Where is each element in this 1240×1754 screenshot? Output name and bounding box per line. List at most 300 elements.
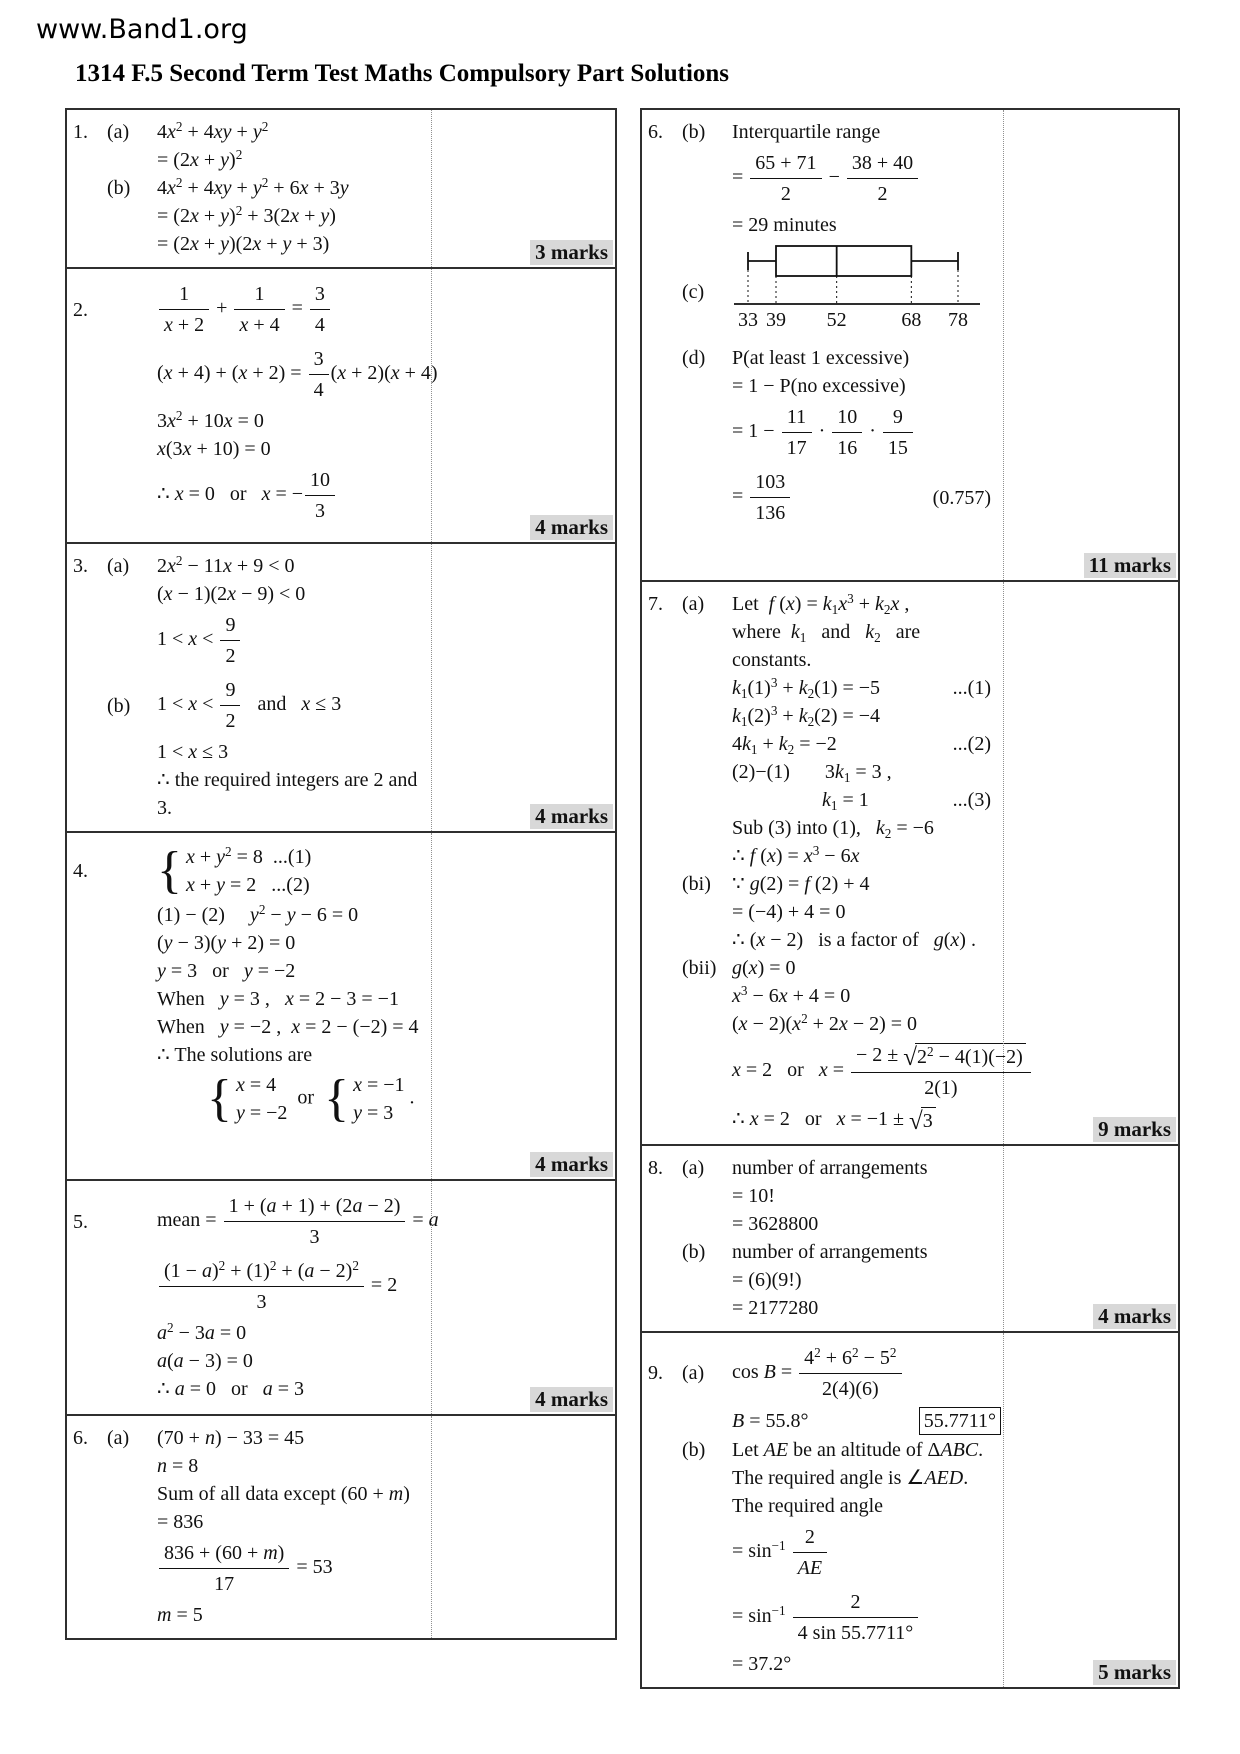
denominator: 3: [256, 1291, 267, 1313]
solution-line: [73, 408, 429, 434]
part-label: (a): [682, 593, 705, 615]
marks-cell: [431, 1181, 615, 1414]
math-content: number of arrangements: [732, 1240, 928, 1263]
solution-line: [648, 1586, 1001, 1649]
math-content: g(x) = 0: [732, 957, 796, 979]
solution-line: [73, 1537, 429, 1600]
marks-cell: [1003, 110, 1178, 580]
denominator: 3: [309, 1226, 320, 1248]
solution-line: [648, 675, 1001, 701]
solution-line: [648, 899, 1001, 925]
solution-line: [73, 986, 429, 1012]
solution-line: [648, 1039, 1023, 1104]
question-row: [67, 1179, 615, 1414]
solution-line: [73, 767, 429, 793]
fraction: [793, 1524, 827, 1581]
part-label: (a): [107, 121, 130, 143]
math-content: The required angle is ∠AED.: [732, 1466, 969, 1489]
math-content: [157, 842, 311, 900]
marks-badge: 5 marks: [1093, 1660, 1176, 1685]
math-content: = (−4) + 4 = 0: [732, 901, 846, 923]
math-content: = 1 − P(no excessive): [732, 375, 906, 397]
solution-line: [648, 1493, 1001, 1519]
solution-line: [648, 1407, 1001, 1435]
solution-line: [648, 373, 1001, 399]
solution-line: [73, 436, 429, 462]
solution-line: [73, 278, 429, 341]
math-content: (x − 1)(2x − 9) < 0: [157, 583, 306, 605]
math-content: { x = 4 y = −2 or { x = −1 y = 3 .: [207, 1070, 415, 1128]
denominator: 17: [214, 1573, 235, 1595]
radicand: $2^2 - 4(1)(-2)$: [915, 1043, 1026, 1070]
math-content: [732, 240, 984, 343]
solution-line: [648, 927, 1001, 953]
solution-line: [648, 1521, 1001, 1584]
solution-line: [648, 815, 1001, 841]
solution-line: [73, 343, 438, 406]
box-plot-tick-label: 52: [826, 309, 847, 331]
math-content: mean = $\frac{1 + (a + 1) + (2a - 2)}{3}$ = a: [157, 1195, 439, 1248]
math-content: $\frac{836 + (60 + m)}{17}$ = 53: [157, 1537, 333, 1600]
cases-lines: [236, 1072, 287, 1126]
solution-cell: [67, 544, 431, 831]
math-content: = 10!: [732, 1184, 775, 1207]
numerator: 38 + 40: [847, 150, 918, 179]
solution-line: [648, 759, 1001, 785]
math-content: = $(2x + y)^2$: [157, 146, 243, 171]
solution-line: [648, 731, 1001, 757]
cases-line: $x + y^2 = 8$ ...(1): [185, 843, 312, 868]
math-content: The required angle: [732, 1494, 884, 1517]
question-number: 6.: [73, 1427, 88, 1449]
numerator: 836 + (60 + m): [159, 1540, 289, 1569]
solution-line: [648, 147, 1001, 210]
solutions-table-right: [640, 108, 1180, 1689]
math-content: When y = −2 , x = 2 − (−2) = 4: [157, 1016, 419, 1038]
denominator: 2: [780, 183, 791, 205]
denominator: 2(1): [924, 1076, 958, 1099]
math-content: $k_1(2)^3 + k_2(2) = -4$: [732, 702, 881, 729]
site-url: www.Band1.org: [36, 14, 248, 45]
part-label: (a): [682, 1156, 705, 1179]
numerator: 2: [793, 1524, 827, 1553]
solution-cell: [642, 1146, 1003, 1331]
fraction: [310, 281, 330, 338]
marks-badge: 4 marks: [1093, 1304, 1176, 1329]
solution-line: [73, 464, 429, 527]
math-content: = 3628800: [732, 1212, 819, 1235]
math-content: $a^2 - 3a = 0$: [157, 1319, 247, 1344]
brace: {: [324, 1070, 350, 1128]
solution-line: [648, 1239, 1001, 1265]
math-content: = $\frac{65 + 71}{2}$ − $\frac{38 + 40}{2}$: [732, 147, 920, 210]
math-content: = $\sin^{-1}$ $\frac{2}{AE}$: [732, 1521, 829, 1584]
numerator: 10: [305, 467, 335, 496]
solution-line: [648, 591, 1001, 617]
solution-line: [73, 958, 429, 984]
solution-line: [73, 1320, 429, 1346]
solution-cell: [67, 1416, 431, 1638]
denominator: 4: [313, 379, 324, 401]
solution-line: [73, 1255, 429, 1318]
math-content: cos B = $\frac{4^2 + 6^2 - 5^2}{2(4)(6)}$: [732, 1342, 904, 1405]
question-row: [67, 542, 615, 831]
numerator: 103: [750, 469, 790, 498]
math-content: = $\frac{103}{136}$: [732, 466, 792, 529]
solution-line: [648, 1106, 1001, 1134]
solution-line: [73, 553, 429, 579]
math-content: = 1 − $\frac{11}{17}$ · $\frac{10}{16}$ · $\frac{9}{15}$: [732, 401, 915, 464]
fraction: [793, 1589, 919, 1646]
solution-line: [73, 674, 429, 737]
denominator: 2: [877, 183, 888, 205]
numerator: 9: [220, 677, 240, 706]
numerator: 11: [782, 404, 812, 433]
square-root: [909, 1107, 936, 1134]
solution-cell: [67, 1181, 439, 1414]
solution-line: [73, 1425, 429, 1451]
cases-lines: [353, 1072, 404, 1126]
math-content: = 836: [157, 1511, 204, 1533]
math-content: n = 8: [157, 1455, 199, 1477]
solution-line: [73, 1481, 429, 1507]
math-content: ∴ the required integers are 2 and: [157, 769, 418, 791]
part-label: (a): [107, 1427, 130, 1449]
numerator: 1: [159, 281, 209, 310]
math-content: ∴ x = 0 or x = − $\frac{10}{3}$: [157, 464, 337, 527]
fraction: [847, 150, 918, 207]
denominator: 4 sin 55.7711°: [797, 1621, 914, 1644]
math-content: = 37.2°: [732, 1652, 792, 1675]
solution-cell: [642, 110, 1003, 580]
solution-line: [648, 1183, 1001, 1209]
math-content: a(a − 3) = 0: [157, 1350, 253, 1372]
marks-cell: [431, 544, 615, 831]
denominator: 4: [314, 314, 325, 336]
solution-line: [648, 212, 1001, 238]
denominator: 17: [786, 437, 807, 459]
marks-cell: [431, 110, 615, 267]
math-content: = 2177280: [732, 1296, 819, 1319]
question-row: [67, 110, 615, 267]
solution-line: [648, 1011, 1001, 1037]
part-label: (a): [107, 555, 130, 577]
numerator: $4^2 + 6^2 - 5^2$: [799, 1345, 901, 1374]
solution-line: [648, 843, 1001, 869]
marks-cell: [1003, 1146, 1178, 1331]
solution-line: [648, 1342, 1001, 1405]
fraction: [220, 677, 240, 734]
radical-sign: √: [909, 1107, 923, 1135]
brace: {: [207, 1070, 232, 1128]
math-content: (x + 4) + (x + 2) = $\frac{3}{4}$ (x + 2)(x + 4): [157, 348, 438, 401]
math-content: constants.: [732, 649, 812, 671]
solution-line: [73, 739, 429, 765]
math-content: $x^3 - 6x + 4 = 0$: [732, 982, 851, 1007]
numerator: 9: [220, 612, 240, 641]
side-note: 55.7711°: [919, 1407, 1001, 1435]
math-content: $\frac{(1 - a)^2 + (1)^2 + (a - 2)^2}{3}$ = 2: [157, 1255, 397, 1318]
box-plot-tick-label: 68: [901, 309, 922, 331]
solution-line: [648, 703, 1001, 729]
solution-cell: [67, 269, 438, 542]
solution-line: [73, 1509, 429, 1535]
box-plot-tick-label: 39: [766, 309, 786, 331]
part-label: (bi): [682, 873, 711, 895]
math-content: Let AE be an altitude of ΔABC.: [732, 1438, 984, 1461]
solution-line: [73, 1190, 439, 1253]
math-content: $4x^2 + 4xy + y^2$: [157, 118, 269, 143]
solution-line: [73, 930, 429, 956]
denominator: 3: [315, 500, 326, 522]
math-content: m = 5: [157, 1604, 203, 1626]
denominator: 2: [225, 645, 236, 667]
solution-line: [648, 1465, 1001, 1491]
marks-badge: 3 marks: [530, 240, 613, 265]
solution-line: [648, 1211, 1001, 1237]
solution-cell: [642, 1333, 1003, 1687]
solution-cell: [642, 582, 1023, 1144]
solution-line: [73, 609, 429, 672]
numerator: 10: [832, 404, 862, 433]
marks-badge: 4 marks: [530, 804, 613, 829]
solution-cell: [67, 110, 431, 267]
math-content: Sum of all data except (60 + m): [157, 1483, 410, 1505]
question-row: [642, 110, 1178, 580]
numerator: 9: [883, 404, 913, 433]
right-rows-container: [642, 110, 1178, 1687]
solution-line: [73, 1376, 429, 1402]
solution-line: [648, 119, 1001, 145]
solution-line: [648, 983, 1001, 1009]
part-label: (b): [682, 1438, 706, 1461]
math-content: (2)−(1) $3k_1 = 3$ ,: [732, 761, 892, 785]
solution-line: [648, 647, 1001, 673]
marks-badge: 4 marks: [530, 515, 613, 540]
math-content: $(x - 2)(x^2 + 2x - 2) = 0$: [732, 1010, 918, 1035]
cases-group: [324, 1072, 404, 1126]
question-number: 7.: [648, 593, 663, 615]
math-content: Sub (3) into (1), $k_2 = -6$: [732, 817, 934, 841]
fraction: [159, 1540, 289, 1597]
part-label: (b): [682, 1240, 706, 1263]
solution-line: [73, 1453, 429, 1479]
question-row: [642, 580, 1178, 1144]
marks-cell: [1003, 582, 1178, 1144]
side-note: (0.757): [932, 486, 991, 509]
page-title: 1314 F.5 Second Term Test Maths Compulsory Part Solutions: [75, 60, 730, 87]
radical-sign: √: [903, 1043, 918, 1071]
math-content: = $\sin^{-1}$ $\frac{2}{4 \sin 55.7711^\circ}$: [732, 1586, 920, 1649]
denominator: 2(4)(6): [822, 1377, 879, 1400]
math-content: $\frac{1}{x + 2}$ + $\frac{1}{x + 4}$ = $\frac{3}{4}$: [157, 278, 332, 341]
math-content: x(3x + 10) = 0: [157, 438, 271, 460]
solution-line: [73, 1348, 429, 1374]
side-note: ...(1): [952, 677, 991, 699]
solution-line: [648, 1651, 1001, 1677]
math-content: number of arrangements: [732, 1156, 928, 1179]
solution-line: [73, 1014, 429, 1040]
marks-badge: 11 marks: [1084, 553, 1176, 578]
marks-cell: [431, 269, 615, 542]
math-content: (70 + n) − 33 = 45: [157, 1427, 305, 1449]
fraction: [883, 404, 913, 461]
math-content: $k_1 = 1$: [822, 789, 869, 813]
denominator: AE: [797, 1556, 823, 1579]
math-content: ∴ a = 0 or a = 3: [157, 1378, 304, 1400]
cases-line: x + y = 2 ...(2): [185, 874, 310, 896]
solution-line: [648, 401, 1001, 464]
fraction: [799, 1345, 901, 1402]
math-content: $4x^2 + 4xy + y^2 + 6x + 3y$: [157, 174, 349, 199]
fraction: [234, 281, 284, 338]
cases-group: [207, 1072, 287, 1126]
question-number: 2.: [73, 298, 88, 321]
left-rows-container: [67, 110, 615, 1638]
question-number: 4.: [73, 860, 88, 882]
denominator: 2: [225, 710, 236, 732]
solution-line: [73, 1602, 429, 1628]
marks-badge: 9 marks: [1093, 1117, 1176, 1142]
solution-line: [648, 466, 1001, 529]
part-label: (d): [682, 347, 706, 369]
solution-line: [73, 1042, 429, 1068]
question-number: 5.: [73, 1210, 88, 1233]
math-content: 1 < x < $\frac{9}{2}$ and x ≤ 3: [157, 679, 342, 732]
math-content: 1 < x < $\frac{9}{2}$: [157, 609, 242, 672]
solution-line: [648, 619, 1001, 645]
math-content: where $k_1$ and $k_2$ are: [732, 621, 921, 645]
numerator: 3: [310, 281, 330, 310]
math-content: ∴ (x − 2) is a factor of g(x) .: [732, 929, 976, 951]
math-content: P(at least 1 excessive): [732, 347, 910, 369]
solution-line: [648, 871, 1001, 897]
fraction: [159, 281, 209, 338]
numerator: 1: [234, 281, 284, 310]
question-number: 6.: [648, 121, 663, 143]
math-content: (y − 3)(y + 2) = 0: [157, 932, 296, 954]
solution-line: [648, 1295, 1001, 1321]
part-label: (b): [682, 121, 706, 143]
fraction: [309, 346, 329, 403]
question-row: [67, 1414, 615, 1638]
marks-cell: [1003, 1333, 1178, 1687]
denominator: 15: [887, 437, 908, 459]
numerator: − 2 ± √ $2^2 - 4(1)(-2)$: [851, 1042, 1031, 1073]
part-label: (b): [107, 694, 131, 717]
cases-line: y = −2: [235, 1102, 288, 1124]
brace: {: [157, 842, 182, 900]
math-content: = 29 minutes: [732, 214, 837, 236]
part-label: (bii): [682, 957, 717, 979]
solution-line: [73, 175, 429, 201]
question-row: [67, 267, 615, 542]
solution-line: [73, 231, 429, 257]
marks-badge: 4 marks: [530, 1152, 613, 1177]
numerator: 3: [309, 346, 329, 375]
fraction: [220, 612, 240, 669]
marks-cell: [431, 1416, 615, 1638]
math-content: 3.: [157, 797, 172, 819]
solution-line: [73, 147, 429, 173]
fraction: [832, 404, 862, 461]
side-note: ...(2): [952, 733, 991, 755]
math-content: When y = 3 , x = 2 − 3 = −1: [157, 988, 399, 1010]
math-content: $k_1(1)^3 + k_2(1) = -5$: [732, 674, 881, 701]
marks-cell: [431, 833, 615, 1179]
solution-line: [648, 1437, 1001, 1463]
radicand: 3: [921, 1107, 936, 1134]
part-label: (a): [682, 1362, 705, 1385]
fraction: [159, 1258, 364, 1315]
math-content: (1) − (2) $y^2 - y - 6 = 0$: [157, 901, 359, 926]
solution-line: [648, 1267, 1001, 1293]
cases-line: x = −1: [353, 1074, 405, 1096]
question-number: 1.: [73, 121, 88, 143]
math-content: y = 3 or y = −2: [157, 960, 296, 982]
part-label: (c): [682, 280, 705, 303]
math-content: 1 < x ≤ 3: [157, 741, 229, 763]
solution-line: [648, 787, 1001, 813]
question-row: [642, 1331, 1178, 1687]
fraction: [305, 467, 335, 524]
solution-line: [648, 345, 1001, 371]
fraction: [782, 404, 812, 461]
part-label: (b): [107, 177, 131, 199]
question-row: [642, 1144, 1178, 1331]
numerator: $(1 - a)^2 + (1)^2 + (a - 2)^2$: [159, 1258, 364, 1287]
solution-line: [73, 119, 429, 145]
fraction: [750, 150, 821, 207]
math-content: = (2x + y)(2x + y + 3): [157, 233, 330, 255]
box-plot-tick-label: 33: [738, 309, 758, 331]
math-content: $2x^2 - 11x + 9 < 0$: [157, 552, 295, 577]
solution-line: [648, 1155, 1001, 1181]
question-row: [67, 831, 615, 1179]
math-content: = $(2x + y)^2 + 3(2x + y)$: [157, 202, 336, 227]
math-content: ∴ f $(x) = x^3 - 6x$: [732, 842, 860, 867]
fraction: [750, 469, 790, 526]
solution-line: [73, 795, 429, 821]
solution-line: [648, 955, 1001, 981]
math-content: ∴ x = 2 or x = −1 ± √ 3: [732, 1106, 936, 1134]
math-content: B = 55.8°: [732, 1409, 809, 1432]
question-number: 9.: [648, 1362, 663, 1385]
cases-line: y = 3: [353, 1102, 394, 1124]
question-number: 8.: [648, 1156, 663, 1179]
solution-line: [73, 842, 429, 900]
solution-cell: [67, 833, 431, 1179]
denominator: x + 2: [164, 314, 205, 336]
math-content: x = 2 or x = − 2 ± √ $2^2 - 4(1)(-2)$ 2(1): [732, 1039, 1033, 1104]
solution-line: [73, 902, 429, 928]
denominator: x + 4: [239, 314, 280, 336]
marks-badge: 4 marks: [530, 1387, 613, 1412]
side-note: ...(3): [952, 789, 991, 811]
numerator: 65 + 71: [750, 150, 821, 179]
numerator: 1 + (a + 1) + (2a − 2): [224, 1193, 406, 1222]
math-content: = (6)(9!): [732, 1268, 802, 1291]
fraction: [224, 1193, 406, 1250]
solution-line: [648, 240, 1001, 343]
denominator: 136: [755, 502, 786, 524]
solutions-table-left: [65, 108, 617, 1640]
solution-line: [73, 203, 429, 229]
math-content: $4k_1 + k_2 = -2$: [732, 733, 837, 757]
math-content: Let f $(x) = k_1x^3 + k_2x$ ,: [732, 590, 910, 617]
question-number: 3.: [73, 555, 88, 577]
solution-line: [73, 581, 429, 607]
